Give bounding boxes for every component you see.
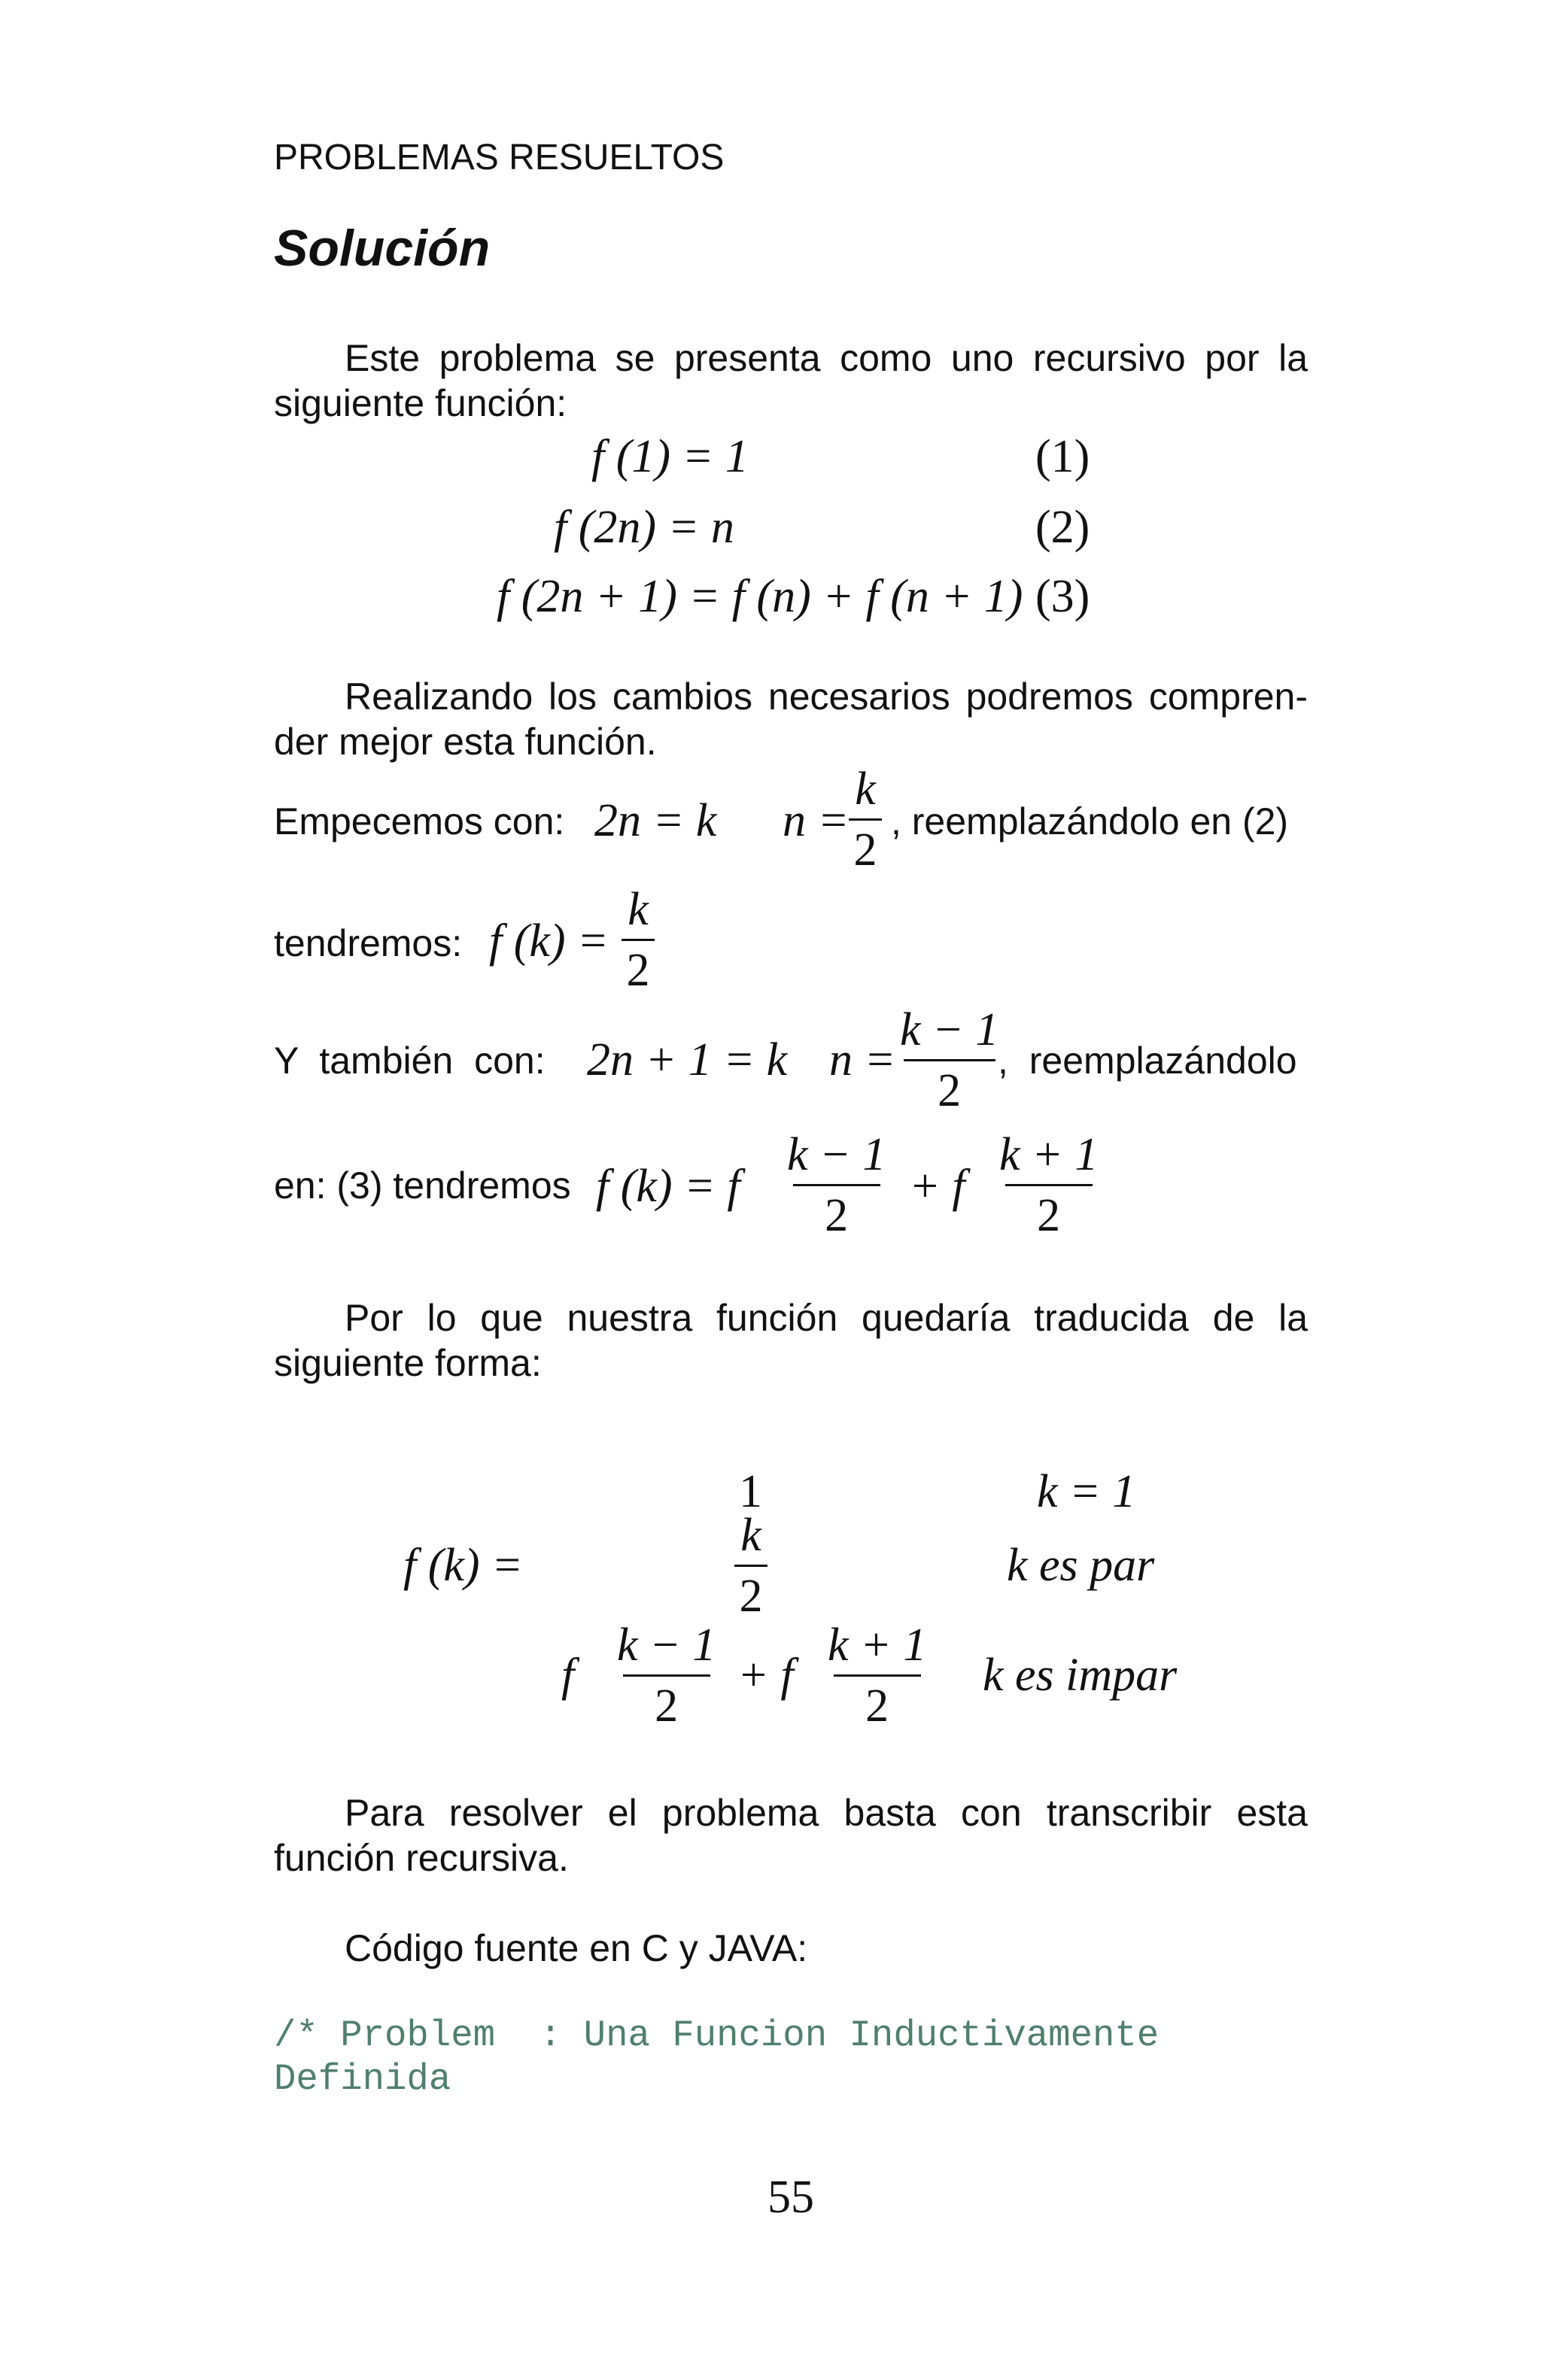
equation-1-tag: (1) — [1035, 431, 1090, 482]
equation-1: f (1) = 1 — [591, 431, 749, 482]
empecemos-label: Empecemos con: — [274, 800, 565, 842]
intro-line-1: Este problema se presenta como uno recursivo por la — [345, 337, 1308, 379]
tendremos-label: tendremos: — [274, 922, 463, 964]
case-3-fraction-1 — [617, 1620, 716, 1732]
page-number: 55 — [767, 2172, 814, 2223]
tambien-fraction — [900, 1006, 998, 1114]
case-3-condition: k es impar — [983, 1650, 1178, 1701]
fraction-bar — [734, 1565, 767, 1567]
equation-3: f (2n + 1) = f (n) + f (n + 1) — [497, 571, 1023, 622]
code-line-1: /* Problem : Una Funcion Inductivamente — [274, 2014, 1160, 2057]
empecemos-n-equals: n = — [783, 795, 850, 846]
case-2-fraction — [734, 1512, 767, 1620]
fraction-denominator: 2 — [1037, 1190, 1061, 1241]
paragraph-3-line-1: Por lo que nuestra función quedaría traducida de la — [345, 1297, 1308, 1339]
running-header: PROBLEMAS RESUELTOS — [274, 138, 725, 178]
fraction-bar — [793, 1184, 880, 1186]
fraction-numerator: k − 1 — [787, 1129, 886, 1180]
empecemos-fraction — [849, 763, 882, 876]
case-2-condition: k es par — [1007, 1540, 1155, 1591]
fraction-numerator: k — [740, 1510, 761, 1561]
fraction-denominator: 2 — [739, 1571, 763, 1622]
en3-plus-f: + f — [909, 1161, 965, 1212]
case-1-condition: k = 1 — [1037, 1466, 1136, 1517]
equation-2: f (2n) = n — [554, 502, 734, 553]
piecewise-lhs: f (k) = — [403, 1540, 523, 1591]
fraction-bar — [1005, 1184, 1093, 1186]
paragraph-4-line-1: Para resolver el problema basta con transcribir esta — [345, 1792, 1308, 1834]
paragraph-5: Código fuente en C y JAVA: — [345, 1927, 808, 1969]
paragraph-4-line-2: función recursiva. — [274, 1837, 569, 1879]
intro-line-2: siguiente función: — [274, 382, 567, 424]
case-3-plus-f: + f — [737, 1650, 794, 1701]
code-line-2: Definida — [274, 2058, 451, 2100]
fraction-numerator: k + 1 — [999, 1129, 1099, 1180]
case-3-f: f — [561, 1650, 575, 1701]
fraction-denominator: 2 — [626, 945, 650, 996]
fraction-bar — [623, 1674, 710, 1677]
fraction-denominator: 2 — [938, 1065, 962, 1116]
paragraph-2-line-2: der mejor esta función. — [274, 721, 657, 763]
paragraph-2-line-1: Realizando los cambios necesarios podremos compren- — [345, 675, 1308, 718]
fraction-bar — [849, 818, 882, 821]
en3-label: en: (3) tendremos — [274, 1164, 571, 1207]
equation-3-tag: (3) — [1035, 571, 1090, 622]
en3-lhs: f (k) = f — [596, 1161, 740, 1212]
section-title: Solución — [274, 220, 491, 277]
fraction-numerator: k — [628, 884, 649, 935]
fraction-numerator: k — [855, 763, 876, 815]
equation-2-tag: (2) — [1035, 502, 1090, 553]
tambien-expression: 2n + 1 = k — [587, 1034, 788, 1085]
tambien-n-equals: n = — [829, 1034, 896, 1085]
fraction-numerator: k + 1 — [828, 1620, 927, 1671]
empecemos-tail: , reemplazándolo en (2) — [891, 800, 1289, 842]
fraction-bar — [834, 1674, 921, 1677]
en3-fraction-2 — [999, 1131, 1098, 1239]
paragraph-3-line-2: siguiente forma: — [274, 1342, 542, 1384]
fraction-denominator: 2 — [865, 1680, 889, 1732]
fraction-denominator: 2 — [655, 1680, 679, 1732]
fraction-numerator: k − 1 — [900, 1004, 999, 1055]
tambien-tail: , reemplazándolo — [998, 1040, 1297, 1082]
empecemos-expression: 2n = k — [594, 795, 717, 846]
fraction-bar — [904, 1059, 995, 1061]
tendremos-lhs: f (k) = — [489, 915, 609, 967]
en3-fraction-1 — [787, 1131, 886, 1239]
case-3-fraction-2 — [828, 1620, 927, 1732]
fraction-denominator: 2 — [825, 1190, 849, 1241]
fraction-bar — [622, 939, 655, 941]
fraction-denominator: 2 — [853, 824, 877, 876]
tambien-label: Y también con: — [274, 1040, 546, 1082]
tendremos-fraction — [622, 886, 655, 994]
fraction-numerator: k − 1 — [617, 1620, 716, 1671]
case-1-value: 1 — [739, 1466, 762, 1517]
